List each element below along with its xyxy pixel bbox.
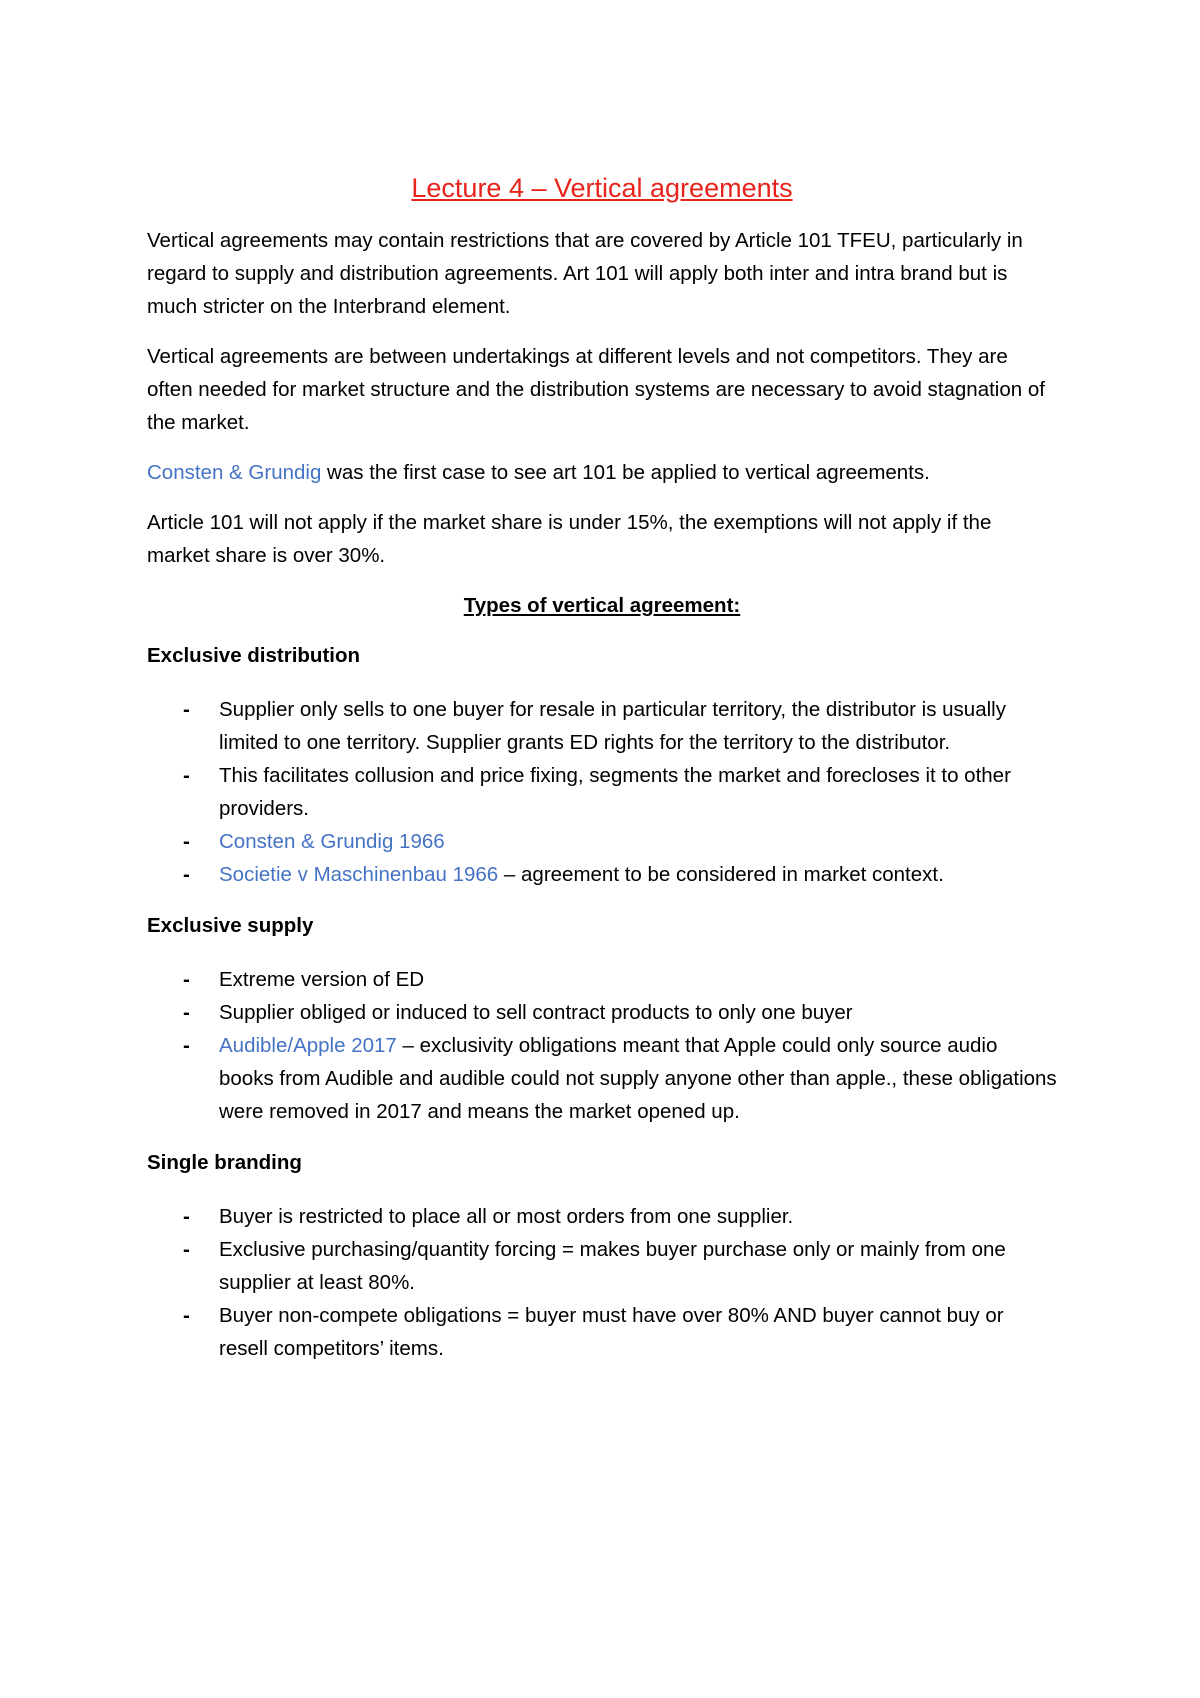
list-item: [147, 1233, 1057, 1299]
list-item: [147, 996, 1057, 1029]
dash-bullet: -: [183, 1034, 190, 1057]
list-item-text: Supplier obliged or induced to sell contract products to only one buyer: [219, 1001, 853, 1024]
list-item-text: – exclusivity obligations meant that Apple could only source audio books from Audible and audible could not supply anyone other than apple., these obligations were removed in 2017 and means the market opened up.: [219, 1034, 1057, 1123]
dash-bullet: -: [183, 1205, 190, 1228]
list-item: [147, 825, 1057, 858]
dash-bullet: -: [183, 1001, 190, 1024]
case-reference: Consten & Grundig: [147, 461, 322, 484]
list-item-text: Supplier only sells to one buyer for resale in particular territory, the distributor is usually limited to one territory. Supplier grants ED rights for the territory to the distributor.: [219, 698, 1006, 754]
list-item-text: This facilitates collusion and price fixing, segments the market and forecloses it to other providers.: [219, 764, 1011, 820]
page-title: Lecture 4 – Vertical agreements: [411, 173, 793, 203]
dash-bullet: -: [183, 830, 190, 853]
list-item: [147, 759, 1057, 825]
intro-paragraph-1: Vertical agreements may contain restrictions that are covered by Article 101 TFEU, particularly in regard to supply and distribution agreements. Art 101 will apply both inter and intra brand but is much stricter on the Interbrand element.: [147, 229, 1023, 318]
list-item: [147, 963, 1057, 996]
dash-bullet: -: [183, 863, 190, 886]
dash-bullet: -: [183, 764, 190, 787]
section-heading-single-branding: Single branding: [147, 1151, 302, 1174]
list-item: [147, 1200, 1057, 1233]
list-item-text: Extreme version of ED: [219, 968, 425, 991]
exclusive-supply-list: [147, 963, 1057, 1128]
list-item-text: Buyer non-compete obligations = buyer must have over 80% AND buyer cannot buy or resell competitors’ items.: [219, 1304, 1004, 1360]
types-heading: Types of vertical agreement:: [463, 594, 741, 617]
paragraph-text: was the first case to see art 101 be applied to vertical agreements.: [321, 461, 930, 484]
list-item: [147, 1299, 1057, 1365]
list-item-text: Exclusive purchasing/quantity forcing = makes buyer purchase only or mainly from one supplier at least 80%.: [219, 1238, 1006, 1294]
dash-bullet: -: [183, 968, 190, 991]
list-item: [147, 693, 1057, 759]
section-heading-exclusive-supply: Exclusive supply: [147, 914, 314, 937]
case-reference: Consten & Grundig 1966: [219, 830, 445, 853]
case-reference: Societie v Maschinenbau 1966: [219, 863, 499, 886]
list-item-text: Buyer is restricted to place all or most orders from one supplier.: [219, 1205, 794, 1228]
exclusive-distribution-list: [147, 693, 1057, 891]
intro-paragraph-3: [147, 456, 1057, 489]
list-item: [147, 1029, 1057, 1128]
intro-paragraph-4: Article 101 will not apply if the market share is under 15%, the exemptions will not apply if the market share is over 30%.: [147, 511, 992, 567]
intro-paragraph-2: Vertical agreements are between undertakings at different levels and not competitors. They are often needed for market structure and the distribution systems are necessary to avoid stagnation of the market.: [147, 345, 1045, 434]
case-reference: Audible/Apple 2017: [219, 1034, 397, 1057]
dash-bullet: -: [183, 1238, 190, 1261]
single-branding-list: [147, 1200, 1057, 1365]
list-item: [147, 858, 1057, 891]
list-item-text: – agreement to be considered in market context.: [498, 863, 944, 886]
dash-bullet: -: [183, 1304, 190, 1327]
document-page: [147, 170, 1057, 1383]
section-heading-exclusive-distribution: Exclusive distribution: [147, 644, 361, 667]
dash-bullet: -: [183, 698, 190, 721]
